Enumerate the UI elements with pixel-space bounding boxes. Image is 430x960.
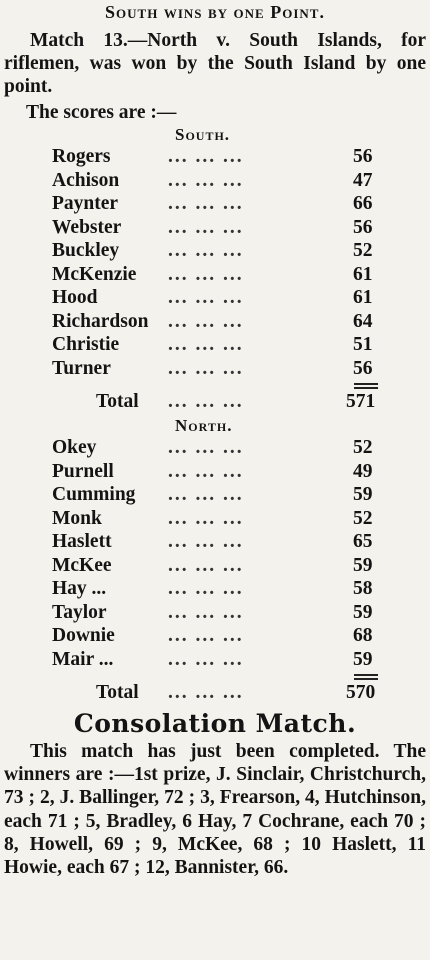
intro-paragraph	[4, 29, 426, 98]
rifleman-score: 49	[353, 460, 373, 482]
leader-dots: ... ... ...	[168, 391, 244, 412]
north-score-list	[0, 437, 430, 672]
leader-dots: ... ... ...	[168, 648, 244, 670]
score-row	[0, 240, 430, 264]
rifleman-score: 61	[353, 287, 373, 308]
leader-dots: ... ... ...	[168, 169, 244, 191]
score-row	[0, 358, 430, 382]
rifleman-score: 68	[353, 625, 373, 646]
rifleman-name: Cumming	[52, 484, 136, 505]
score-row	[0, 264, 430, 288]
total-rule	[354, 674, 378, 680]
headline: South wins by one Point.	[105, 2, 325, 22]
rifleman-score: 56	[353, 357, 373, 379]
rifleman-score: 58	[353, 578, 373, 599]
rifleman-score: 66	[353, 193, 373, 214]
total-rule	[354, 383, 378, 389]
total-label: Total	[96, 391, 139, 412]
rifleman-score: 59	[353, 484, 373, 505]
score-row	[0, 170, 430, 194]
rifleman-name: Purnell	[52, 460, 114, 482]
rifleman-score: 52	[353, 240, 373, 261]
leader-dots: ... ... ...	[168, 193, 244, 214]
score-row	[0, 484, 430, 508]
score-row	[0, 287, 430, 311]
leader-dots: ... ... ...	[168, 484, 244, 505]
leader-dots: ... ... ...	[168, 507, 244, 529]
score-row	[0, 461, 430, 485]
score-row	[0, 217, 430, 241]
leader-dots: ... ... ...	[168, 240, 244, 261]
rifleman-name: Buckley	[52, 240, 120, 261]
rifleman-name: Rogers	[52, 146, 111, 167]
rifleman-score: 52	[353, 507, 373, 529]
rifleman-name: Hay ...	[52, 578, 107, 599]
leader-dots: ... ... ...	[168, 334, 244, 355]
total-score: 571	[346, 391, 376, 412]
south-score-list	[0, 146, 430, 381]
rifleman-name: Paynter	[52, 193, 119, 214]
leader-dots: ... ... ...	[168, 310, 244, 332]
score-row	[0, 531, 430, 555]
rifleman-name: McKenzie	[52, 263, 137, 285]
total-label: Total	[96, 682, 139, 703]
rifleman-score: 52	[353, 437, 373, 458]
rifleman-score: 47	[353, 169, 373, 191]
leader-dots: ... ... ...	[168, 578, 244, 599]
leader-dots: ... ... ...	[168, 682, 244, 703]
total-score: 570	[346, 682, 376, 703]
rifleman-name: Hood	[52, 287, 98, 308]
south-total-row	[0, 391, 430, 415]
rifleman-score: 59	[353, 554, 373, 576]
rifleman-name: Downie	[52, 625, 115, 646]
consolation-heading: Consolation Match.	[73, 709, 357, 738]
leader-dots: ... ... ...	[168, 531, 244, 552]
score-row	[0, 334, 430, 358]
score-row	[0, 437, 430, 461]
rifleman-name: Taylor	[52, 601, 107, 623]
leader-dots: ... ... ...	[168, 601, 244, 623]
leader-dots: ... ... ...	[168, 146, 244, 167]
score-row	[0, 193, 430, 217]
south-heading: South.	[175, 125, 231, 144]
leader-dots: ... ... ...	[168, 357, 244, 379]
rifleman-score: 56	[353, 216, 373, 238]
rifleman-score: 61	[353, 263, 373, 285]
rifleman-name: Haslett	[52, 531, 112, 552]
score-row	[0, 555, 430, 579]
rifleman-name: Turner	[52, 357, 111, 379]
rifleman-score: 65	[353, 531, 373, 552]
rifleman-name: Achison	[52, 169, 120, 191]
north-heading: North.	[175, 416, 233, 435]
rifleman-score: 56	[353, 146, 373, 167]
leader-dots: ... ... ...	[168, 287, 244, 308]
score-row	[0, 578, 430, 602]
leader-dots: ... ... ...	[168, 263, 244, 285]
leader-dots: ... ... ...	[168, 554, 244, 576]
rifleman-name: Mair ...	[52, 648, 114, 670]
rifleman-score: 59	[353, 601, 373, 623]
score-row	[0, 625, 430, 649]
leader-dots: ... ... ...	[168, 216, 244, 238]
leader-dots: ... ... ...	[168, 460, 244, 482]
rifleman-name: Monk	[52, 507, 102, 529]
leader-dots: ... ... ...	[168, 437, 244, 458]
rifleman-name: Christie	[52, 334, 120, 355]
score-row	[0, 508, 430, 532]
leader-dots: ... ... ...	[168, 625, 244, 646]
score-row	[0, 146, 430, 170]
consolation-paragraph	[4, 740, 426, 879]
intro-text: Match 13.—North v. South Islands, for riflemen, was won by the South Island by one point.	[4, 30, 426, 97]
score-row	[0, 602, 430, 626]
rifleman-name: Webster	[52, 216, 122, 238]
rifleman-name: McKee	[52, 554, 112, 576]
rifleman-name: Richardson	[52, 310, 149, 332]
rifleman-score: 64	[353, 310, 373, 332]
rifleman-score: 59	[353, 648, 373, 670]
consolation-text: This match has just been completed. The winners are :—1st prize, J. Sinclair, Christchurch, 73 ; 2, J. Ballinger, 72 ; 3, Frearson, 4, Hutchinson, each 71 ; 5, Bradley, 6 Hay, 7 Cochrane, each 70 ; 8, Howell, 69 ; 9, McKee, 68 ; 10 Haslett, 11 Howie, each 67 ; 12, Bannister, 66.	[4, 741, 426, 879]
rifleman-name: Okey	[52, 437, 97, 458]
score-row	[0, 311, 430, 335]
scores-intro: The scores are :—	[26, 102, 177, 123]
north-total-row	[0, 682, 430, 706]
score-row	[0, 649, 430, 673]
rifleman-score: 51	[353, 334, 373, 355]
